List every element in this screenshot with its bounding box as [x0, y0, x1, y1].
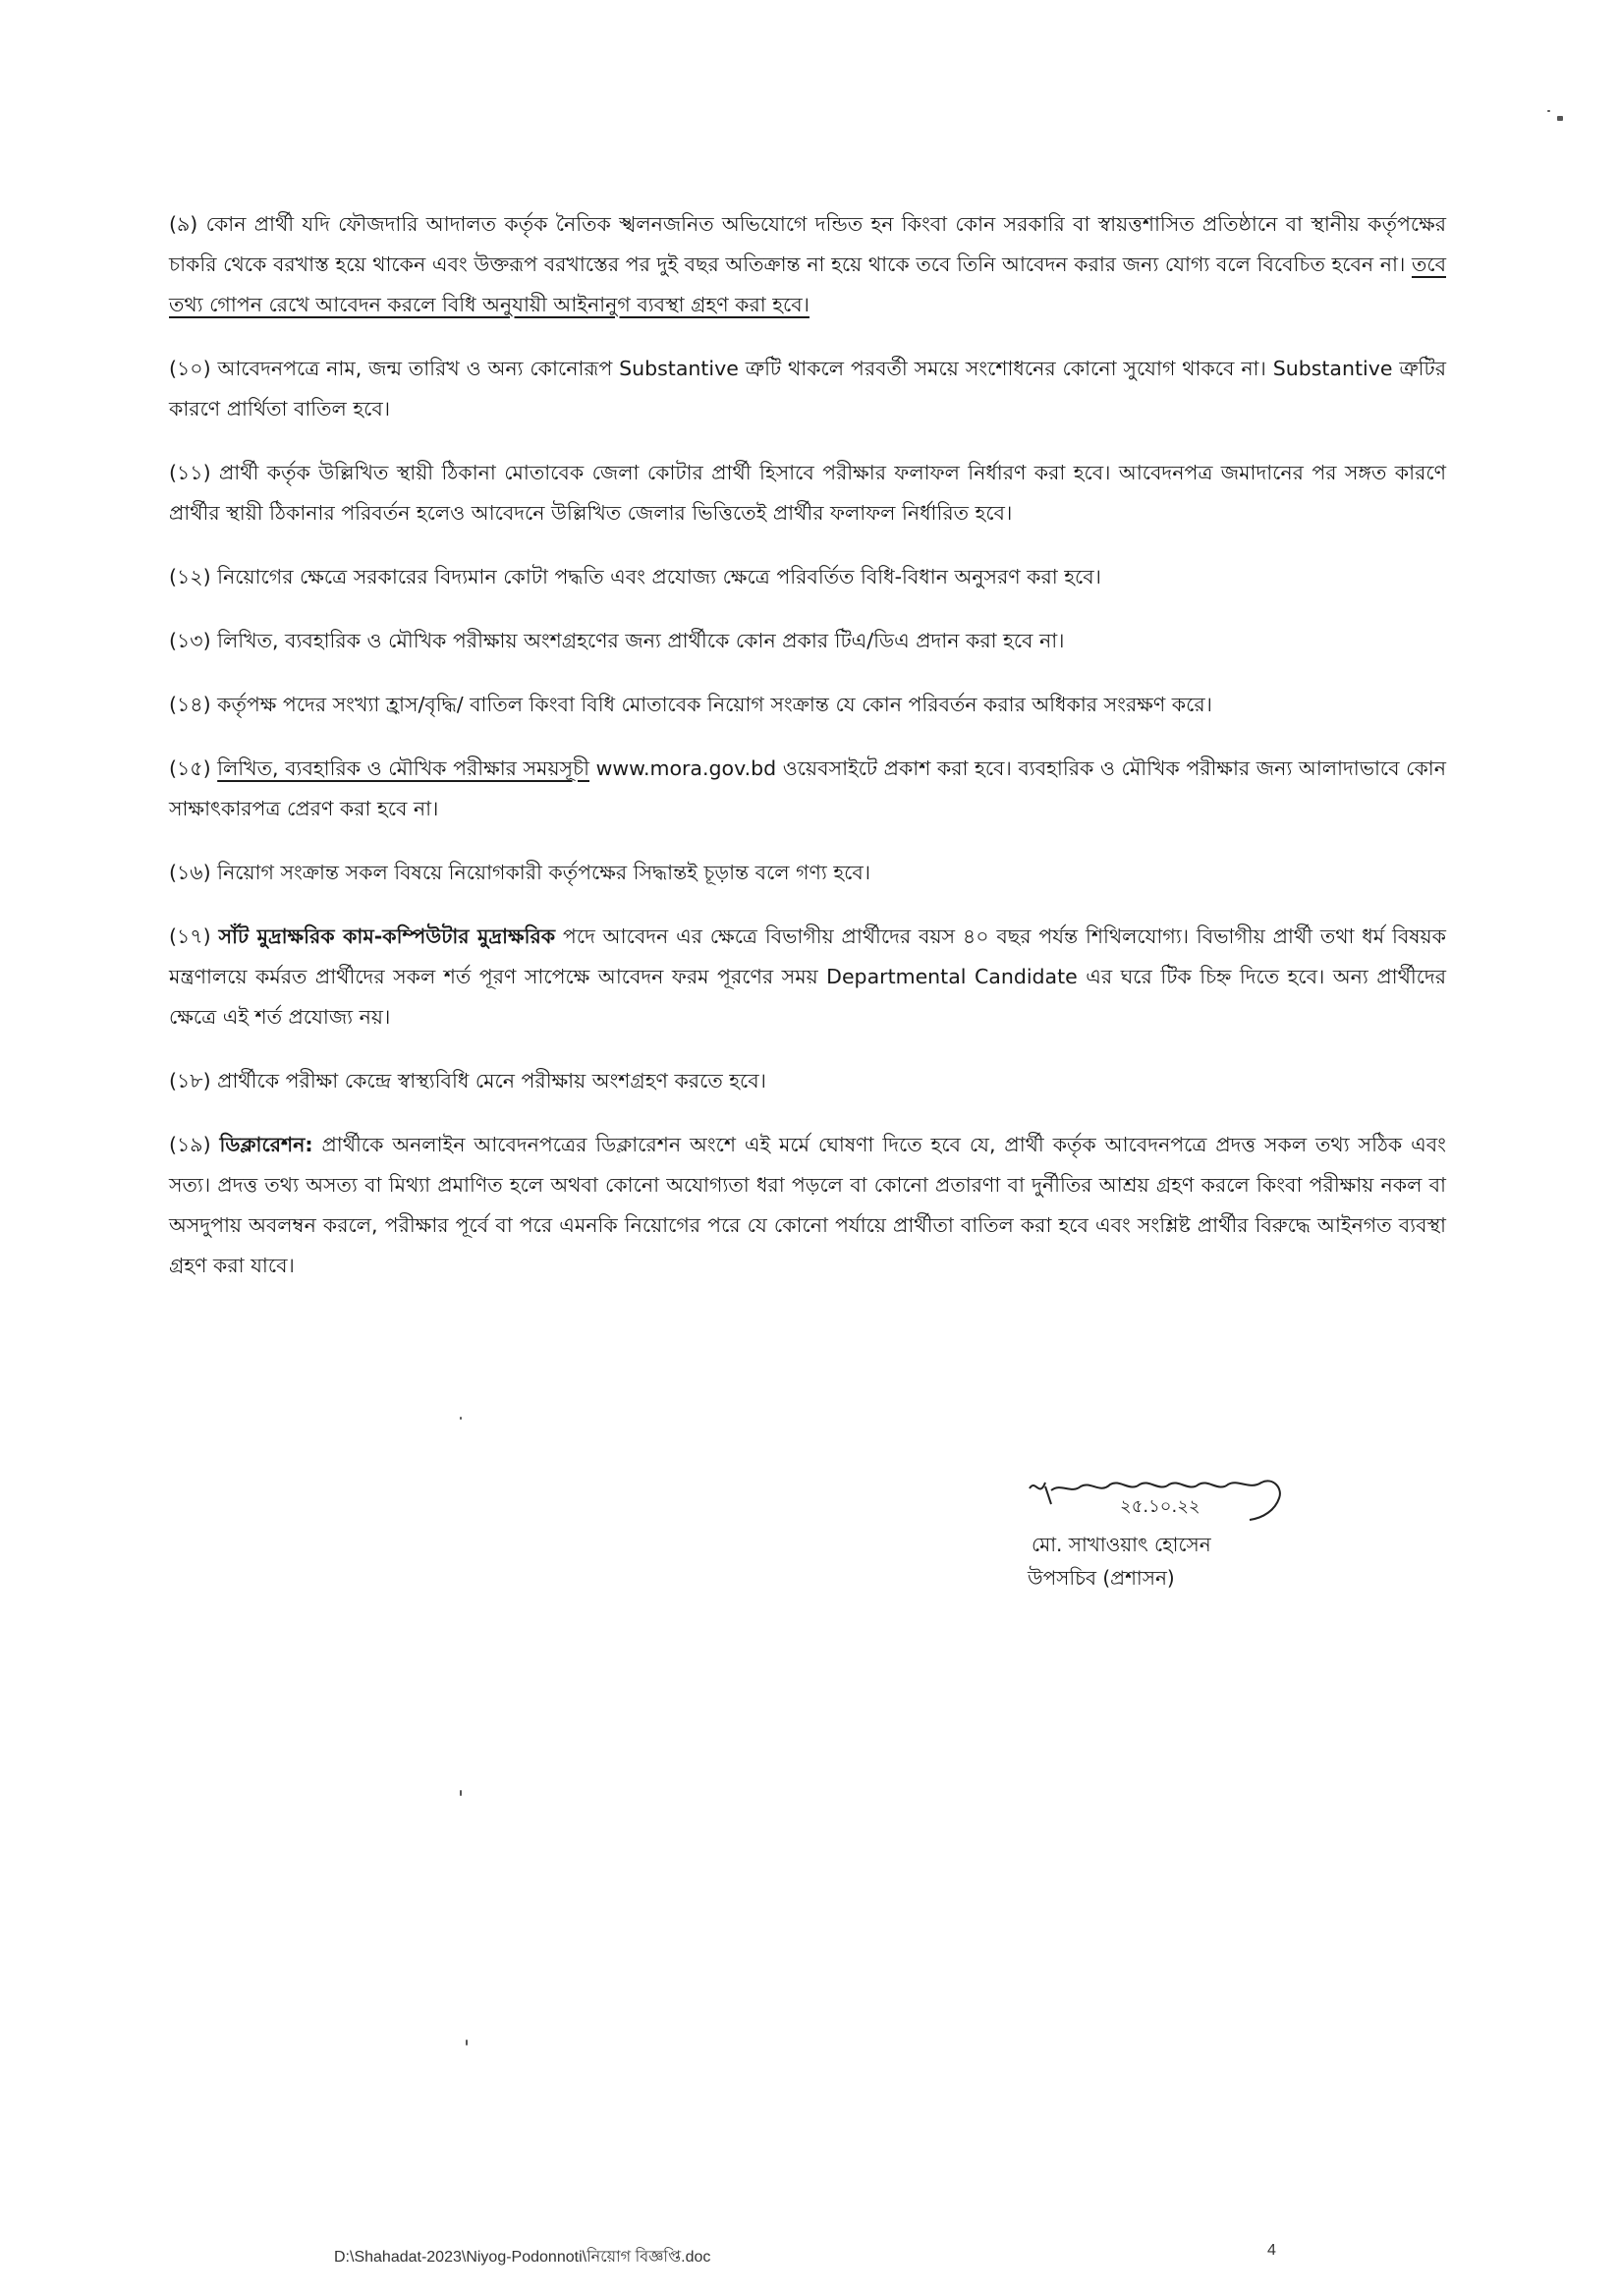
clause-9 — [169, 204, 1446, 325]
clause-bold-text: ডিক্লারেশন: — [219, 1133, 313, 1156]
scan-speck — [466, 2040, 468, 2045]
clause-text: কোন প্রার্থী যদি ফৌজদারি আদালত কর্তৃক নৈতিক স্খলনজনিত অভিযোগে দন্ডিত হন কিংবা কোন সরকারি বা স্বায়ত্তশাসিত প্রতিষ্ঠানে বা স্থানীয় কর্তৃপক্ষের চাকরি থেকে বরখাস্ত হয়ে থাকেন এবং উক্তরূপ বরখাস্তের পর দুই বছর অতিক্রান্ত না হয়ে থাকে তবে তিনি আবেদন করার জন্য যোগ্য বলে বিবেচিত হবেন না। — [169, 212, 1446, 276]
clause-10 — [169, 349, 1446, 429]
clause-number: (১৮) — [169, 1069, 211, 1092]
clause-11 — [169, 453, 1446, 533]
clause-19 — [169, 1125, 1446, 1286]
clause-text: কর্তৃপক্ষ পদের সংখ্যা হ্রাস/বৃদ্ধি/ বাতিল কিংবা বিধি মোতাবেক নিয়োগ সংক্রান্ত যে কোন পরিবর্তন করার অধিকার সংরক্ষণ করে। — [217, 693, 1212, 716]
handwritten-signature — [1022, 1469, 1297, 1528]
clause-text: প্রার্থী কর্তৃক উল্লিখিত স্থায়ী ঠিকানা মোতাবেক জেলা কোটার প্রার্থী হিসাবে পরীক্ষার ফলাফল নির্ধারণ করা হবে। আবেদনপত্র জমাদানের পর সঙ্গত কারণে প্রার্থীর স্থায়ী ঠিকানার পরিবর্তন হলেও আবেদনে উল্লিখিত জেলার ভিত্তিতেই প্রার্থীর ফলাফল নির্ধারিত হবে। — [169, 461, 1446, 525]
clause-number: (১৯) — [169, 1133, 211, 1156]
footer-file-path: D:\Shahadat-2023\Niyog-Podonnoti\নিয়োগ বিজ্ঞপ্তি.doc — [334, 2249, 711, 2266]
clause-15 — [169, 749, 1446, 829]
clause-17 — [169, 917, 1446, 1037]
clause-number: (৯) — [169, 212, 198, 236]
clause-13 — [169, 621, 1446, 661]
scan-speck — [460, 1790, 462, 1796]
clause-text: লিখিত, ব্যবহারিক ও মৌখিক পরীক্ষায় অংশগ্রহণের জন্য প্রার্থীকে কোন প্রকার টিএ/ডিএ প্রদান করা হবে না। — [217, 629, 1065, 652]
clause-text: আবেদনপত্রে নাম, জন্ম তারিখ ও অন্য কোনোরূপ Substantive ত্রুটি থাকলে পরবর্তী সময়ে সংশোধনের কোনো সুযোগ থাকবে না। Substantive ত্রুটির কারণে প্রার্থিতা বাতিল হবে। — [169, 357, 1446, 420]
scan-speck — [1547, 110, 1550, 112]
clause-12 — [169, 557, 1446, 597]
clause-number: (১৭) — [169, 924, 211, 948]
clause-number: (১২) — [169, 565, 211, 588]
clause-underlined-text: তবে তথ্য গোপন রেখে আবেদন করলে বিধি অনুযায়ী আইনানুগ ব্যবস্থা গ্রহণ করা হবে। — [169, 252, 1446, 316]
clause-bold-text: সাঁট মুদ্রাক্ষরিক কাম-কম্পিউটার মুদ্রাক্ষরিক — [218, 924, 556, 948]
signature-date: ২৫.১০.২২ — [1120, 1496, 1200, 1517]
signatory-name: মো. সাখাওয়াৎ হোসেন — [1032, 1533, 1211, 1556]
clause-number: (১৬) — [169, 861, 211, 884]
clause-16 — [169, 853, 1446, 893]
clause-number: (১৪) — [169, 693, 211, 716]
clause-text: প্রার্থীকে অনলাইন আবেদনপত্রের ডিক্লারেশন অংশে এই মর্মে ঘোষণা দিতে হবে যে, প্রার্থী কর্তৃক আবেদনপত্রে প্রদত্ত সকল তথ্য সঠিক এবং সত্য। প্রদত্ত তথ্য অসত্য বা মিথ্যা প্রমাণিত হলে অথবা কোনো অযোগ্যতা ধরা পড়লে বা কোনো প্রতারণা বা দুর্নীতির আশ্রয় গ্রহণ করলে কিংবা পরীক্ষায় নকল বা অসদুপায় অবলম্বন করলে, পরীক্ষার পূর্বে বা পরে এমনকি নিয়োগের পরে যে কোনো পর্যায়ে প্রার্থীতা বাতিল করা হবে এবং সংশ্লিষ্ট প্রার্থীর বিরুদ্ধে আইনগত ব্যবস্থা গ্রহণ করা যাবে। — [169, 1133, 1446, 1277]
scan-speck — [460, 1417, 462, 1420]
clause-text: নিয়োগ সংক্রান্ত সকল বিষয়ে নিয়োগকারী কর্তৃপক্ষের সিদ্ধান্তই চূড়ান্ত বলে গণ্য হবে। — [217, 861, 871, 884]
clause-number: (১৫) — [169, 756, 211, 780]
scan-speck — [1557, 116, 1563, 121]
page-number: 4 — [1267, 2242, 1276, 2259]
clause-18 — [169, 1061, 1446, 1101]
terms-list — [169, 204, 1446, 1310]
clause-text: পদে আবেদন এর ক্ষেত্রে বিভাগীয় প্রার্থীদের বয়স ৪০ বছর পর্যন্ত শিথিলযোগ্য। বিভাগীয় প্রার্থী তথা ধর্ম বিষয়ক মন্ত্রণালয়ে কর্মরত প্রার্থীদের সকল শর্ত পূরণ সাপেক্ষে আবেদন ফরম পূরণের সময় Departmental Candidate এর ঘরে টিক চিহ্ন দিতে হবে। অন্য প্রার্থীদের ক্ষেত্রে এই শর্ত প্রযোজ্য নয়। — [169, 924, 1446, 1029]
clause-text: www.mora.gov.bd ওয়েবসাইটে প্রকাশ করা হবে। ব্যবহারিক ও মৌখিক পরীক্ষার জন্য আলাদাভাবে কোন সাক্ষাৎকারপত্র প্রেরণ করা হবে না। — [169, 756, 1446, 820]
signature-block — [1022, 1469, 1316, 1595]
clause-number: (১৩) — [169, 629, 211, 652]
clause-14 — [169, 685, 1446, 725]
clause-number: (১০) — [169, 357, 211, 380]
clause-underlined-text: লিখিত, ব্যবহারিক ও মৌখিক পরীক্ষার সময়সূচী — [217, 756, 589, 780]
clause-text: প্রার্থীকে পরীক্ষা কেন্দ্রে স্বাস্থ্যবিধি মেনে পরীক্ষায় অংশগ্রহণ করতে হবে। — [217, 1069, 766, 1092]
signatory-designation: উপসচিব (প্রশাসন) — [1028, 1566, 1175, 1590]
clause-text: নিয়োগের ক্ষেত্রে সরকারের বিদ্যমান কোটা পদ্ধতি এবং প্রযোজ্য ক্ষেত্রে পরিবর্তিত বিধি-বিধান অনুসরণ করা হবে। — [217, 565, 1101, 588]
clause-number: (১১) — [169, 461, 211, 484]
